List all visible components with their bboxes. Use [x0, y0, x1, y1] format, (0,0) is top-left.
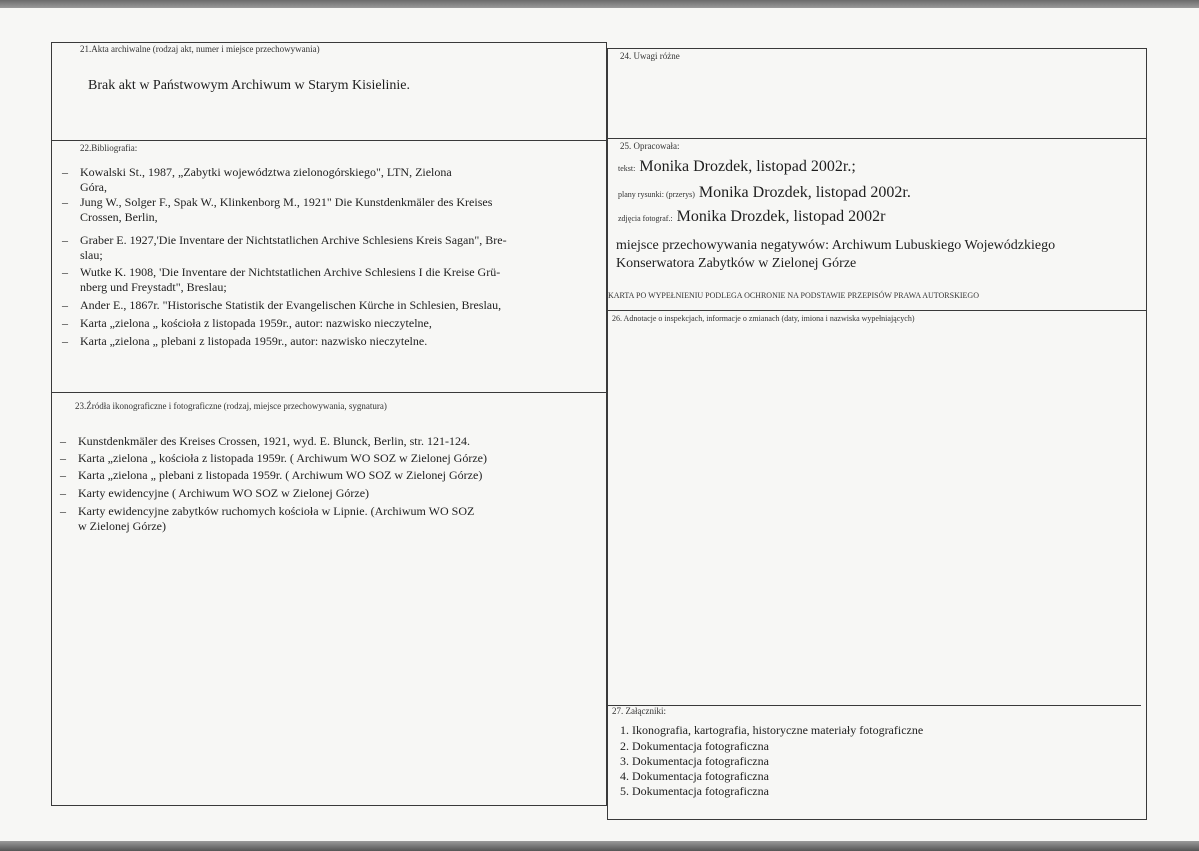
bib-line: Ander E., 1867r. "Historische Statistik der Evangelischen Kürche in Schlesien, Breslau, — [80, 298, 502, 312]
list-dash: – — [62, 233, 68, 247]
bib-line: Graber E. 1927,'Die Inventare der Nichtstatlichen Archive Schlesiens Kreis Sagan", Bre- — [80, 233, 507, 247]
list-dash: – — [60, 451, 66, 465]
scan-bottom-edge — [0, 841, 1199, 851]
bibliography-item — [62, 334, 600, 349]
zdjecia-row — [618, 208, 886, 226]
bib-line: Crossen, Berlin, — [80, 210, 158, 224]
scan-top-edge — [0, 0, 1199, 8]
icon-line: Karty ewidencyjne ( Archiwum WO SOZ w Zielonej Górze) — [78, 486, 370, 500]
list-dash: – — [62, 195, 68, 209]
tekst-row — [618, 158, 856, 176]
section-26-label: 26. Adnotacje o inspekcjach, informacje o zmianach (daty, imiona i nazwiska wypełniających) — [612, 314, 915, 323]
plany-value: Monika Drozdek, listopad 2002r. — [698, 184, 911, 201]
iconography-item — [60, 451, 600, 466]
left-column-frame — [51, 42, 607, 806]
tekst-label: tekst: — [618, 164, 636, 173]
zdjecia-value: Monika Drozdek, listopad 2002r — [676, 208, 886, 225]
list-dash: – — [62, 165, 68, 179]
plany-label: plany rysunki: (przerys) — [618, 190, 695, 199]
list-dash: – — [60, 504, 66, 518]
iconography-item — [60, 434, 600, 449]
list-dash: – — [60, 486, 66, 500]
bib-line: Karta „zielona „ plebani z listopada 1959r., autor: nazwisko nieczytelne. — [80, 334, 428, 348]
iconography-item — [60, 486, 600, 501]
divider-26-27 — [607, 705, 1141, 706]
bib-line: nberg und Freystadt", Breslau; — [80, 280, 227, 294]
attachment-item: 2. Dokumentacja fotograficzna — [620, 739, 769, 753]
divider-24-25 — [607, 138, 1147, 139]
bibliography-item — [62, 298, 600, 313]
section-25-label: 25. Opracowała: — [620, 141, 680, 151]
bib-line: slau; — [80, 248, 103, 262]
section-23-label: 23.Źródła ikonograficzne i fotograficzne (rodzaj, miejsce przechowywania, sygnatura) — [75, 401, 387, 411]
iconography-item — [60, 504, 600, 534]
section-21-label: 21.Akta archiwalne (rodzaj akt, numer i miejsce przechowywania) — [80, 44, 320, 54]
icon-line: Karta „zielona „ kościoła z listopada 1959r. ( Archiwum WO SOZ w Zielonej Górze) — [78, 451, 487, 465]
iconography-item — [60, 468, 600, 483]
plany-row — [618, 184, 911, 202]
bibliography-item — [62, 165, 600, 195]
zdjecia-label: zdjęcia fotograf.: — [618, 214, 673, 223]
attachment-item: 4. Dokumentacja fotograficzna — [620, 769, 769, 783]
section-27-label: 27. Załączniki: — [612, 706, 666, 716]
divider-22-23 — [51, 392, 607, 393]
divider-25-26 — [607, 310, 1147, 311]
attachment-item: 1. Ikonografia, kartografia, historyczne materiały fotograficzne — [620, 723, 924, 737]
bib-line: Góra, — [80, 180, 107, 194]
list-dash: – — [62, 316, 68, 330]
icon-line: Karty ewidencyjne zabytków ruchomych kościoła w Lipnie. (Archiwum WO SOZ — [78, 504, 475, 518]
list-dash: – — [62, 334, 68, 348]
bibliography-item — [62, 316, 600, 331]
bib-line: Wutke K. 1908, 'Die Inventare der Nichtstatlichen Archive Schlesiens I die Kreise Grü- — [80, 265, 501, 279]
list-dash: – — [62, 298, 68, 312]
section-22-label: 22.Bibliografia: — [80, 143, 138, 153]
list-dash: – — [60, 434, 66, 448]
bibliography-item — [62, 265, 600, 295]
attachment-item: 3. Dokumentacja fotograficzna — [620, 754, 769, 768]
icon-line: w Zielonej Górze) — [78, 519, 166, 533]
tekst-value: Monika Drozdek, listopad 2002r.; — [639, 158, 856, 175]
bib-line: Jung W., Solger F., Spak W., Klinkenborg M., 1921" Die Kunstdenkmäler des Kreises — [80, 195, 493, 209]
negatyw-line2: Konserwatora Zabytków w Zielonej Górze — [616, 256, 857, 271]
icon-line: Karta „zielona „ plebani z listopada 1959r. ( Archiwum WO SOZ w Zielonej Górze) — [78, 468, 483, 482]
section-24-label: 24. Uwagi różne — [620, 51, 680, 61]
section-21-text: Brak akt w Państwowym Archiwum w Starym Kisielinie. — [88, 78, 410, 93]
bib-line: Kowalski St., 1987, „Zabytki województwa zielonogórskiego", LTN, Zielona — [80, 165, 452, 179]
negatyw-line1: miejsce przechowywania negatywów: Archiwum Lubuskiego Wojewódzkiego — [616, 238, 1056, 253]
bibliography-item — [62, 233, 600, 263]
icon-line: Kunstdenkmäler des Kreises Crossen, 1921, wyd. E. Blunck, Berlin, str. 121-124. — [78, 434, 470, 448]
bib-line: Karta „zielona „ kościoła z listopada 1959r., autor: nazwisko nieczytelne, — [80, 316, 432, 330]
copyright-note: KARTA PO WYPEŁNIENIU PODLEGA OCHRONIE NA PODSTAWIE PRZEPISÓW PRAWA AUTORSKIEGO — [608, 291, 979, 300]
attachment-item: 5. Dokumentacja fotograficzna — [620, 784, 769, 798]
bibliography-item — [62, 195, 600, 225]
list-dash: – — [60, 468, 66, 482]
list-dash: – — [62, 265, 68, 279]
divider-21-22 — [51, 140, 607, 141]
